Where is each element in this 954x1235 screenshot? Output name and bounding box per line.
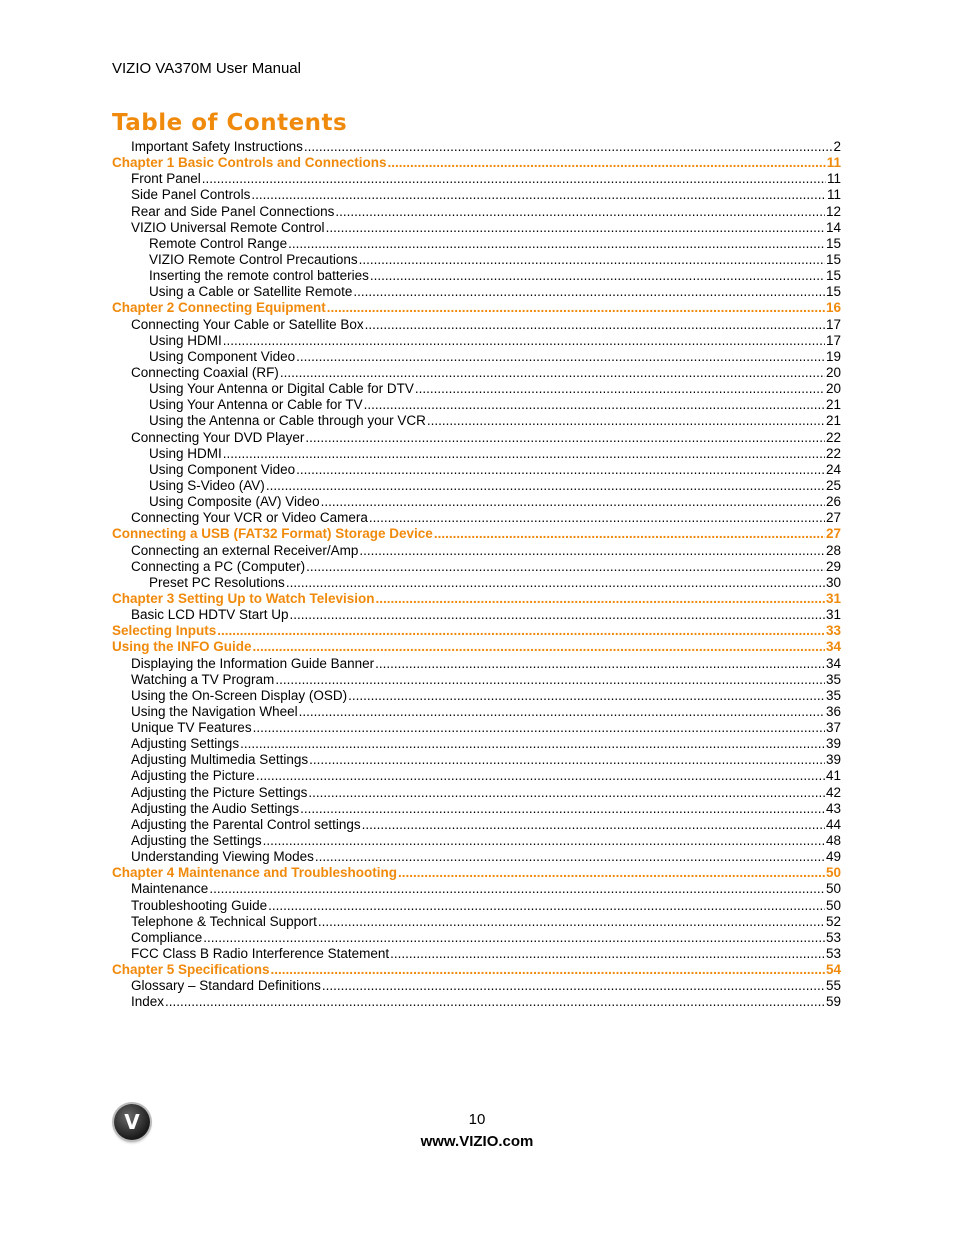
toc-leader-dots xyxy=(300,801,825,817)
toc-entry[interactable] xyxy=(112,849,841,865)
toc-entry-title: Glossary – Standard Definitions xyxy=(131,978,321,994)
toc-leader-dots xyxy=(203,930,825,946)
toc-entry[interactable] xyxy=(112,413,841,429)
toc-leader-dots xyxy=(296,349,825,365)
toc-entry-page: 36 xyxy=(825,703,841,719)
toc-entry-title: Telephone & Technical Support xyxy=(131,913,317,929)
toc-entry[interactable] xyxy=(112,817,841,833)
toc-entry-title: Using Component Video xyxy=(149,461,296,477)
toc-entry-title: Using the Navigation Wheel xyxy=(131,703,298,719)
toc-entry-page: 34 xyxy=(825,655,841,671)
toc-leader-dots xyxy=(271,962,825,978)
toc-entry-title: Side Panel Controls xyxy=(131,187,251,203)
table-of-contents xyxy=(112,139,841,1011)
toc-entry[interactable] xyxy=(112,704,841,720)
toc-leader-dots xyxy=(335,204,825,220)
toc-entry[interactable] xyxy=(112,672,841,688)
toc-entry-page: 53 xyxy=(825,946,841,962)
toc-entry-title: Using the INFO Guide xyxy=(112,639,252,655)
toc-entry-page: 17 xyxy=(825,316,841,332)
toc-leader-dots xyxy=(275,672,825,688)
toc-entry-page: 50 xyxy=(825,865,841,881)
toc-entry[interactable] xyxy=(112,898,841,914)
toc-entry-page: 11 xyxy=(826,187,841,203)
toc-entry-page: 35 xyxy=(825,687,841,703)
toc-entry[interactable] xyxy=(112,752,841,768)
document-header: VIZIO VA370M User Manual xyxy=(112,60,301,77)
toc-entry[interactable] xyxy=(112,559,841,575)
toc-chapter-entry[interactable] xyxy=(112,962,841,978)
website-link[interactable]: www.VIZIO.com xyxy=(420,1133,534,1150)
toc-entry-page: 20 xyxy=(825,364,841,380)
toc-entry-page: 16 xyxy=(825,300,841,316)
toc-leader-dots xyxy=(375,656,825,672)
toc-leader-dots xyxy=(268,898,825,914)
toc-entry-page: 2 xyxy=(833,139,841,154)
toc-leader-dots xyxy=(308,785,825,801)
toc-entry-page: 21 xyxy=(825,413,841,429)
toc-entry[interactable] xyxy=(112,494,841,510)
toc-leader-dots xyxy=(253,639,825,655)
toc-entry-title: Preset PC Resolutions xyxy=(149,574,285,590)
toc-entry-page: 55 xyxy=(825,978,841,994)
toc-entry-page: 43 xyxy=(825,800,841,816)
toc-leader-dots xyxy=(223,333,825,349)
toc-entry[interactable] xyxy=(112,720,841,736)
toc-entry[interactable] xyxy=(112,833,841,849)
toc-entry-page: 35 xyxy=(825,671,841,687)
toc-entry-title: FCC Class B Radio Interference Statement xyxy=(131,946,390,962)
toc-entry-title: Selecting Inputs xyxy=(112,623,217,639)
toc-entry[interactable] xyxy=(112,478,841,494)
toc-entry[interactable] xyxy=(112,333,841,349)
toc-leader-dots xyxy=(240,736,825,752)
toc-entry-title: Chapter 3 Setting Up to Watch Television xyxy=(112,590,375,606)
toc-entry[interactable] xyxy=(112,881,841,897)
toc-entry-title: Adjusting the Audio Settings xyxy=(131,800,300,816)
toc-entry-page: 17 xyxy=(825,332,841,348)
toc-leader-dots xyxy=(299,704,825,720)
toc-entry-title: VIZIO Universal Remote Control xyxy=(131,219,325,235)
toc-entry-title: VIZIO Remote Control Precautions xyxy=(149,251,358,267)
toc-leader-dots xyxy=(427,413,825,429)
toc-entry-title: Troubleshooting Guide xyxy=(131,897,268,913)
toc-entry-page: 39 xyxy=(825,752,841,768)
toc-leader-dots xyxy=(353,284,825,300)
page-number: 10 xyxy=(468,1111,486,1128)
toc-entry-page: 20 xyxy=(825,381,841,397)
toc-leader-dots xyxy=(362,817,825,833)
toc-entry-title: Using HDMI xyxy=(149,332,222,348)
toc-leader-dots xyxy=(359,252,825,268)
toc-leader-dots xyxy=(322,978,825,994)
toc-entry-title: Using Composite (AV) Video xyxy=(149,494,320,510)
toc-entry-page: 26 xyxy=(825,494,841,510)
toc-entry-title: Chapter 5 Specifications xyxy=(112,962,270,978)
toc-entry-page: 37 xyxy=(825,720,841,736)
toc-chapter-entry[interactable] xyxy=(112,591,841,607)
toc-entry-title: Connecting Your DVD Player xyxy=(131,429,305,445)
toc-chapter-entry[interactable] xyxy=(112,639,841,655)
toc-entry-title: Chapter 1 Basic Controls and Connections xyxy=(112,155,387,171)
toc-entry-title: Important Safety Instructions xyxy=(131,139,303,154)
toc-leader-dots xyxy=(304,139,833,155)
toc-entry[interactable] xyxy=(112,365,841,381)
toc-entry-title: Adjusting the Parental Control settings xyxy=(131,816,361,832)
toc-entry-title: Index xyxy=(131,994,165,1010)
toc-leader-dots xyxy=(209,881,825,897)
toc-entry-title: Unique TV Features xyxy=(131,720,252,736)
toc-chapter-entry[interactable] xyxy=(112,865,841,881)
toc-entry-page: 53 xyxy=(825,929,841,945)
toc-entry-page: 15 xyxy=(825,284,841,300)
toc-entry-title: Adjusting the Picture Settings xyxy=(131,784,308,800)
toc-entry[interactable] xyxy=(112,430,841,446)
toc-leader-dots xyxy=(263,833,825,849)
toc-entry[interactable] xyxy=(112,171,841,187)
toc-entry-title: Connecting an external Receiver/Amp xyxy=(131,542,359,558)
toc-leader-dots xyxy=(305,430,825,446)
toc-leader-dots xyxy=(434,526,825,542)
toc-entry[interactable] xyxy=(112,446,841,462)
toc-leader-dots xyxy=(388,155,826,171)
toc-chapter-entry[interactable] xyxy=(112,300,841,316)
toc-entry-title: Remote Control Range xyxy=(149,235,288,251)
toc-leader-dots xyxy=(286,575,825,591)
toc-leader-dots xyxy=(315,849,825,865)
toc-leader-dots xyxy=(326,220,825,236)
toc-leader-dots xyxy=(321,494,825,510)
toc-leader-dots xyxy=(318,914,825,930)
toc-leader-dots xyxy=(253,720,825,736)
toc-entry-page: 22 xyxy=(825,445,841,461)
toc-entry-title: Adjusting Multimedia Settings xyxy=(131,752,309,768)
toc-entry-page: 54 xyxy=(825,962,841,978)
toc-entry-page: 24 xyxy=(825,461,841,477)
toc-entry[interactable] xyxy=(112,349,841,365)
toc-heading: Table of Contents xyxy=(112,110,348,136)
toc-leader-dots xyxy=(398,865,825,881)
toc-entry-page: 33 xyxy=(825,623,841,639)
toc-leader-dots xyxy=(288,236,825,252)
toc-leader-dots xyxy=(223,446,825,462)
toc-entry-page: 42 xyxy=(825,784,841,800)
toc-entry-title: Using the Antenna or Cable through your VCR xyxy=(149,413,426,429)
toc-entry[interactable] xyxy=(112,801,841,817)
toc-entry-page: 50 xyxy=(825,897,841,913)
toc-entry-title: Connecting Your VCR or Video Camera xyxy=(131,510,368,526)
toc-entry[interactable] xyxy=(112,252,841,268)
toc-entry-title: Using HDMI xyxy=(149,445,222,461)
toc-entry[interactable] xyxy=(112,204,841,220)
toc-entry[interactable] xyxy=(112,688,841,704)
toc-leader-dots xyxy=(165,994,825,1010)
toc-entry-title: Using S-Video (AV) xyxy=(149,477,265,493)
toc-entry-page: 39 xyxy=(825,736,841,752)
toc-entry-page: 12 xyxy=(825,203,841,219)
toc-entry-page: 22 xyxy=(825,429,841,445)
toc-entry-title: Chapter 2 Connecting Equipment xyxy=(112,300,326,316)
toc-entry-page: 27 xyxy=(825,526,841,542)
toc-entry-title: Understanding Viewing Modes xyxy=(131,849,314,865)
toc-entry-page: 11 xyxy=(826,171,841,187)
toc-entry-title: Using a Cable or Satellite Remote xyxy=(149,284,353,300)
toc-entry[interactable] xyxy=(112,656,841,672)
toc-leader-dots xyxy=(348,688,825,704)
toc-entry[interactable] xyxy=(112,139,841,155)
toc-entry-title: Using Your Antenna or Cable for TV xyxy=(149,397,363,413)
toc-entry-page: 50 xyxy=(825,881,841,897)
toc-entry[interactable] xyxy=(112,946,841,962)
toc-entry-page: 14 xyxy=(825,219,841,235)
toc-entry-page: 15 xyxy=(825,251,841,267)
toc-entry-page: 25 xyxy=(825,477,841,493)
toc-entry-title: Front Panel xyxy=(131,171,201,187)
toc-entry-page: 41 xyxy=(825,768,841,784)
toc-entry[interactable] xyxy=(112,284,841,300)
toc-entry-title: Using the On-Screen Display (OSD) xyxy=(131,687,348,703)
toc-leader-dots xyxy=(256,768,825,784)
toc-entry-page: 19 xyxy=(825,348,841,364)
toc-leader-dots xyxy=(280,365,825,381)
toc-entry-title: Adjusting the Picture xyxy=(131,768,255,784)
toc-entry[interactable] xyxy=(112,575,841,591)
toc-entry-page: 59 xyxy=(825,994,841,1010)
toc-leader-dots xyxy=(296,462,825,478)
toc-entry-page: 30 xyxy=(825,574,841,590)
toc-entry[interactable] xyxy=(112,317,841,333)
toc-leader-dots xyxy=(290,607,825,623)
toc-entry[interactable] xyxy=(112,994,841,1010)
toc-entry-page: 27 xyxy=(825,510,841,526)
toc-entry[interactable] xyxy=(112,914,841,930)
toc-entry[interactable] xyxy=(112,187,841,203)
toc-leader-dots xyxy=(415,381,825,397)
toc-leader-dots xyxy=(202,171,826,187)
toc-leader-dots xyxy=(217,623,825,639)
toc-entry[interactable] xyxy=(112,268,841,284)
toc-entry[interactable] xyxy=(112,220,841,236)
toc-entry[interactable] xyxy=(112,785,841,801)
toc-chapter-entry[interactable] xyxy=(112,526,841,542)
toc-entry-title: Chapter 4 Maintenance and Troubleshooting xyxy=(112,865,398,881)
toc-entry-page: 31 xyxy=(825,590,841,606)
toc-entry-title: Maintenance xyxy=(131,881,209,897)
toc-chapter-entry[interactable] xyxy=(112,155,841,171)
toc-leader-dots xyxy=(306,559,825,575)
toc-entry-page: 15 xyxy=(825,235,841,251)
toc-leader-dots xyxy=(251,187,826,203)
toc-entry-page: 44 xyxy=(825,816,841,832)
toc-leader-dots xyxy=(370,268,825,284)
toc-entry-title: Displaying the Information Guide Banner xyxy=(131,655,375,671)
toc-entry-title: Connecting Coaxial (RF) xyxy=(131,364,279,380)
toc-entry-title: Rear and Side Panel Connections xyxy=(131,203,335,219)
toc-leader-dots xyxy=(390,946,825,962)
toc-leader-dots xyxy=(309,752,825,768)
toc-entry-page: 11 xyxy=(826,155,841,171)
toc-entry-title: Inserting the remote control batteries xyxy=(149,268,369,284)
toc-entry-title: Connecting a PC (Computer) xyxy=(131,558,306,574)
toc-entry-page: 28 xyxy=(825,542,841,558)
vizio-logo-letter: V xyxy=(124,1110,140,1134)
toc-entry[interactable] xyxy=(112,978,841,994)
toc-leader-dots xyxy=(359,543,825,559)
toc-entry-title: Compliance xyxy=(131,929,203,945)
toc-leader-dots xyxy=(376,591,825,607)
toc-entry[interactable] xyxy=(112,736,841,752)
toc-entry-page: 15 xyxy=(825,268,841,284)
toc-entry-title: Connecting Your Cable or Satellite Box xyxy=(131,316,364,332)
toc-entry[interactable] xyxy=(112,510,841,526)
toc-leader-dots xyxy=(369,510,825,526)
toc-leader-dots xyxy=(327,300,825,316)
toc-entry[interactable] xyxy=(112,397,841,413)
toc-entry[interactable] xyxy=(112,768,841,784)
toc-leader-dots xyxy=(365,317,825,333)
toc-entry-page: 31 xyxy=(825,607,841,623)
toc-entry-page: 48 xyxy=(825,833,841,849)
toc-entry-title: Using Your Antenna or Digital Cable for DTV xyxy=(149,381,414,397)
toc-leader-dots xyxy=(266,478,825,494)
toc-entry-title: Basic LCD HDTV Start Up xyxy=(131,607,289,623)
toc-entry-page: 52 xyxy=(825,913,841,929)
toc-entry[interactable] xyxy=(112,236,841,252)
toc-entry-title: Watching a TV Program xyxy=(131,671,275,687)
toc-leader-dots xyxy=(364,397,825,413)
toc-entry[interactable] xyxy=(112,930,841,946)
toc-chapter-entry[interactable] xyxy=(112,623,841,639)
toc-entry-page: 29 xyxy=(825,558,841,574)
toc-entry[interactable] xyxy=(112,462,841,478)
toc-entry-title: Adjusting the Settings xyxy=(131,833,262,849)
toc-entry-title: Connecting a USB (FAT32 Format) Storage Device xyxy=(112,526,433,542)
toc-entry-title: Adjusting Settings xyxy=(131,736,240,752)
toc-entry-page: 21 xyxy=(825,397,841,413)
toc-entry[interactable] xyxy=(112,381,841,397)
toc-entry[interactable] xyxy=(112,543,841,559)
toc-entry-title: Using Component Video xyxy=(149,348,296,364)
toc-entry-page: 34 xyxy=(825,639,841,655)
toc-entry[interactable] xyxy=(112,607,841,623)
toc-entry-page: 49 xyxy=(825,849,841,865)
